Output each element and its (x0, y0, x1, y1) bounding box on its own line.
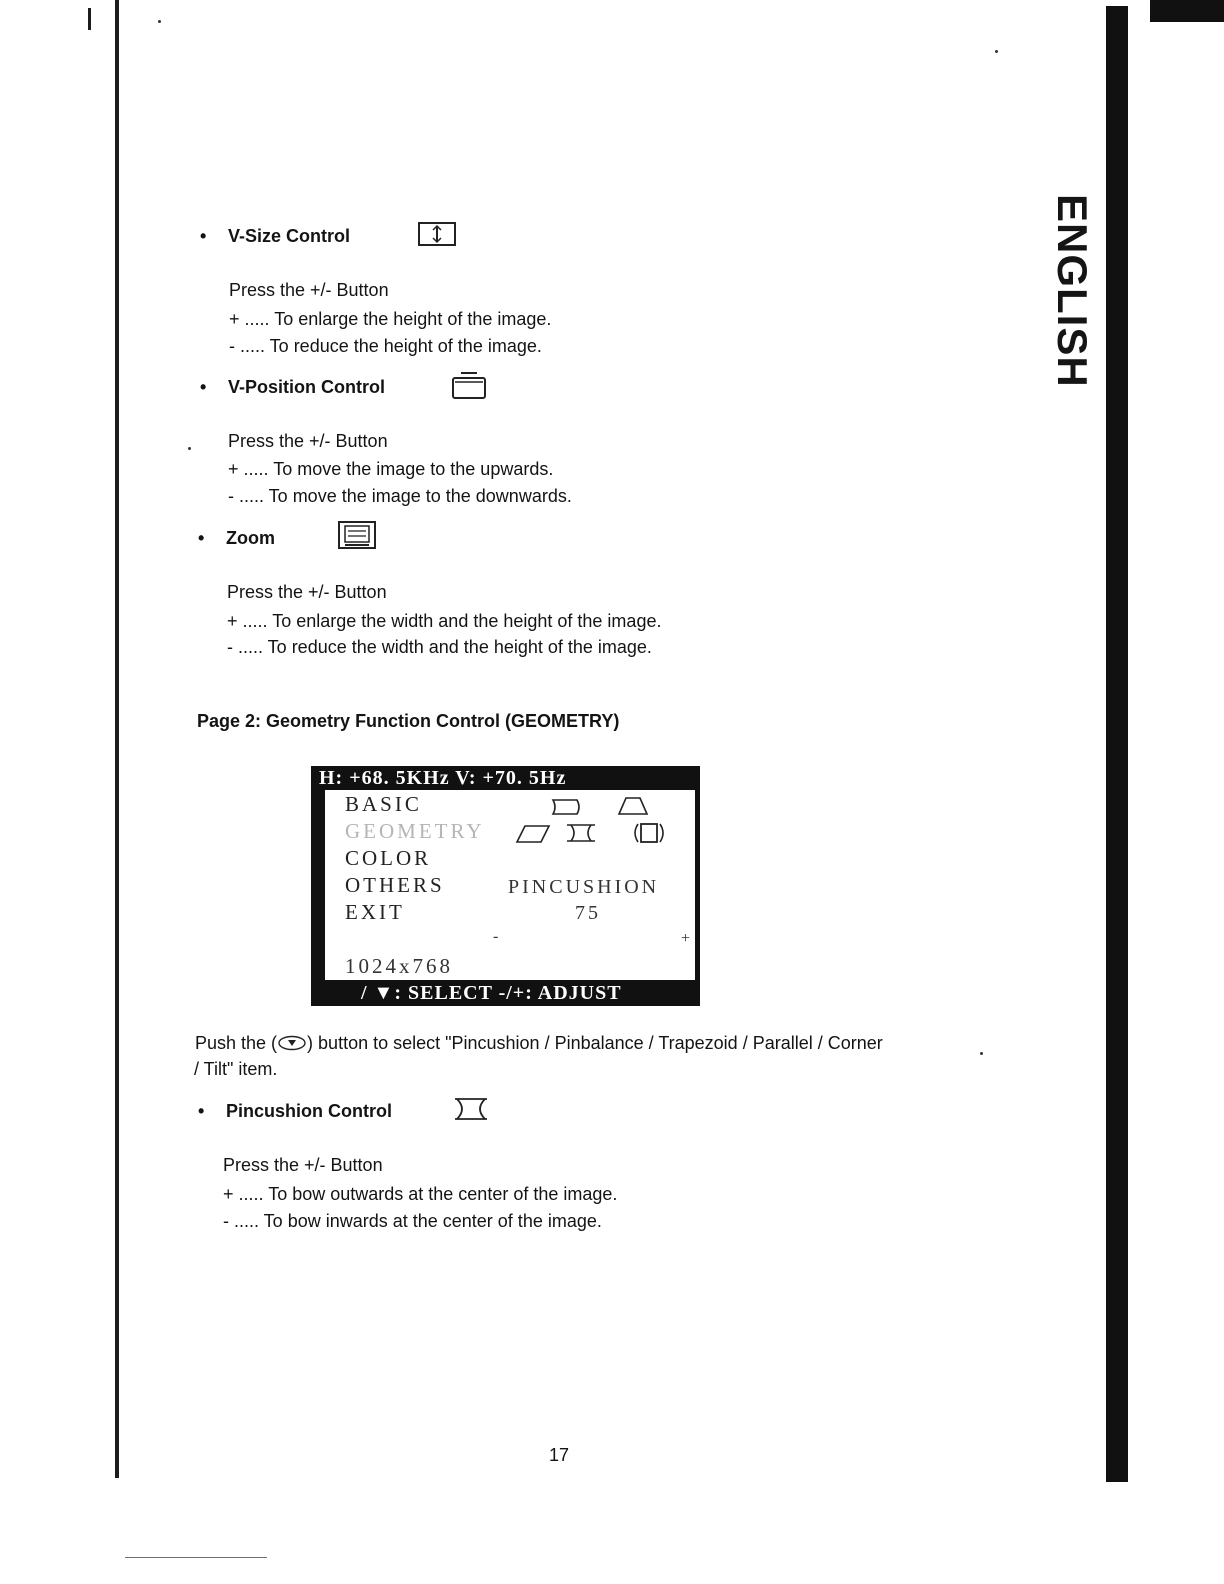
page-edge-tab (1150, 0, 1224, 22)
pinbalance-icon (551, 798, 583, 816)
pincushion-press: Press the +/- Button (223, 1155, 383, 1175)
scan-mark (88, 8, 91, 30)
v-size-heading: • V-Size Control (200, 226, 351, 246)
scan-speck (158, 20, 161, 23)
v-size-title: V-Size Control (228, 226, 351, 246)
push-instruction (195, 1033, 883, 1054)
v-size-icon (418, 222, 456, 246)
zoom-press: Press the +/- Button (227, 582, 387, 602)
page2-heading: Page 2: Geometry Function Control (GEOMETRY) (197, 711, 620, 731)
select-button-icon (277, 1035, 307, 1051)
binding-edge (115, 0, 119, 1478)
scan-speck (188, 447, 191, 450)
zoom-plus: + ..... To enlarge the width and the height of the image. (227, 611, 662, 631)
v-size-press: Press the +/- Button (229, 280, 389, 300)
zoom-heading: • Zoom (198, 528, 275, 548)
osd-value: 75 (575, 902, 601, 924)
page-number: 17 (549, 1445, 570, 1465)
scan-speck (980, 1052, 983, 1055)
tilt-icon (629, 820, 669, 846)
pincushion-select-icon (565, 823, 597, 843)
footer-rule (125, 1557, 267, 1558)
osd-function-name: PINCUSHION (508, 876, 660, 898)
zoom-title: Zoom (226, 528, 275, 548)
v-position-minus: - ..... To move the image to the downwards. (228, 486, 572, 506)
zoom-minus: - ..... To reduce the width and the height of the image. (227, 637, 652, 657)
trapezoid-icon (617, 796, 649, 816)
osd-frequency-bar: H: +68. 5KHz V: +70. 5Hz (319, 767, 567, 789)
osd-panel (325, 790, 695, 980)
page-edge-bar (1106, 6, 1128, 1482)
v-size-plus: + ..... To enlarge the height of the image. (229, 309, 552, 329)
push-text-end: ) button to select "Pincushion / Pinbalance / Trapezoid / Parallel / Corner (307, 1033, 883, 1053)
parallel-icon (515, 824, 551, 844)
pincushion-plus: + ..... To bow outwards at the center of the image. (223, 1184, 618, 1204)
pincushion-icon (453, 1097, 489, 1121)
osd-menu-geometry[interactable]: GEOMETRY (345, 819, 485, 843)
push-text-start: Push the ( (195, 1033, 278, 1053)
osd-minus-label: - (493, 928, 502, 945)
zoom-icon (338, 521, 376, 549)
v-position-plus: + ..... To move the image to the upwards. (228, 459, 554, 479)
v-size-minus: - ..... To reduce the height of the image. (229, 336, 542, 356)
osd-menu-others[interactable]: OTHERS (345, 873, 445, 897)
scan-speck (995, 50, 998, 53)
osd-menu-color[interactable]: COLOR (345, 846, 432, 870)
v-position-press: Press the +/- Button (228, 431, 388, 451)
v-position-heading: • V-Position Control (200, 377, 385, 397)
pincushion-heading: • Pincushion Control (198, 1101, 392, 1121)
pincushion-title: Pincushion Control (226, 1101, 392, 1121)
v-position-icon (451, 370, 487, 400)
osd-menu-basic[interactable]: BASIC (345, 792, 422, 816)
v-position-title: V-Position Control (228, 377, 385, 397)
push-instruction-cont: / Tilt" item. (194, 1059, 278, 1079)
osd-menu-exit[interactable]: EXIT (345, 900, 405, 924)
osd-plus-label: + (681, 930, 691, 947)
osd-resolution: 1024x768 (345, 954, 453, 978)
pincushion-minus: - ..... To bow inwards at the center of the image. (223, 1211, 602, 1231)
language-label: ENGLISH (1049, 194, 1096, 388)
osd-screen (311, 766, 700, 1006)
osd-hint-bar: / ▼: SELECT -/+: ADJUST (361, 982, 622, 1004)
